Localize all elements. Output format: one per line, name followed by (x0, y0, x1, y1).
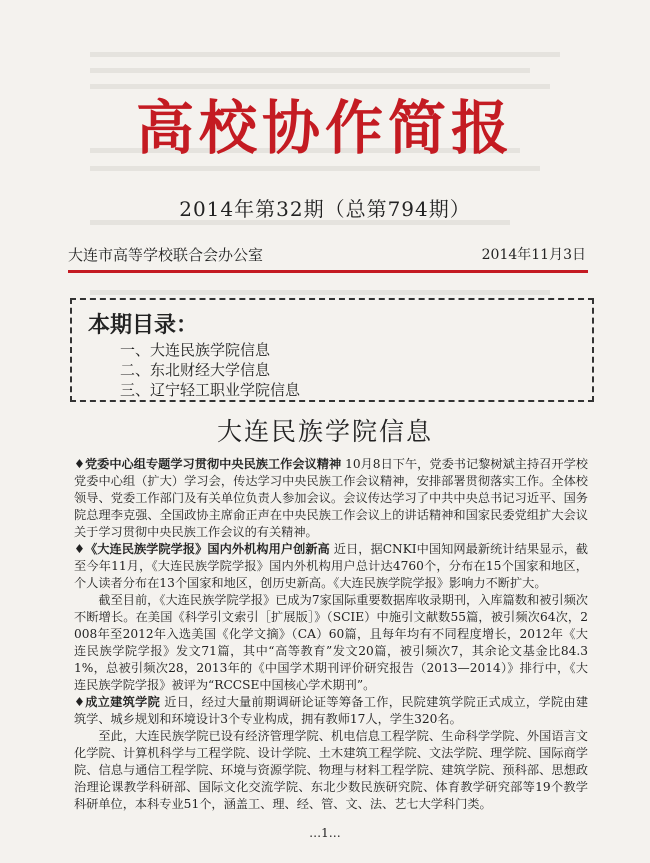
masthead-title: 高校协作简报 (135, 94, 514, 162)
article-paragraph: 截至目前，《大连民族学院学报》已成为7家国际重要数据库收录期刊，入库篇数和被引频次不断增长。在美国《科学引文索引［扩展版］》（SCIE）中施引文献数55篇，被引频次64次，2008年至2012年入选美国《化学文摘》（CA）60篇，且每年均有不同程度增长，2012年《大连民族学院学报》发文71篇，其中“高等教育”发文20篇，被引频次7，其余论文基金比84.31%，总被引频次28，2013年的《中国学术期刊评价研究报告（2013—2014）》排行中，《大连民族学院学报》被评为“RCCSE中国核心学术期刊”。 (74, 593, 588, 692)
article-paragraph: 至此，大连民族学院已设有经济管理学院、机电信息工程学院、生命科学学院、外国语言文化学院、计算机科学与工程学院、设计学院、土木建筑工程学院、文法学院、理学院、国际商学院、信息与通信工程学院、环境与资源学院、物理与材料工程学院、建筑学院、预科部、思想政治理论课教学科研部、国际文化交流学院、东北少数民族研究院、体育教学研究部等19个教学科研单位，本科专业51个，涵盖工、理、经、管、文、法、艺七大学科门类。 (74, 729, 588, 811)
article-text: 近日，经过大量前期调研论证等筹备工作，民院建筑学院正式成立，学院由建筑学、城乡规划和环境设计3个专业构成，拥有教师17人，学生320名。 (74, 695, 589, 726)
issue-date: 2014年11月3日 (481, 247, 586, 263)
article-paragraph (74, 694, 588, 728)
table-of-contents (70, 298, 594, 402)
article-text: 近日，据CNKI中国知网最新统计结果显示，截至今年11月，《大连民族学院学报》国内外机构用户总计达4760个，分布在15个国家和地区，个人读者分布在13个国家和地区，创历史新高。《大连民族学院学报》影响力不断扩大。 (74, 542, 588, 590)
article-paragraph (74, 456, 588, 541)
article-headline: ♦党委中心组专题学习贯彻中央民族工作会议精神 (74, 457, 342, 471)
article-headline: ♦《大连民族学院学报》国内外机构用户创新高 (74, 542, 330, 556)
issuing-office: 大连市高等学校联合会办公室 (68, 246, 264, 264)
article-body (74, 456, 588, 813)
red-divider (68, 270, 588, 273)
page-number: …1… (309, 826, 341, 840)
section-title: 大连民族学院信息 (216, 417, 433, 446)
toc-item: 一、大连民族学院信息 (120, 341, 271, 359)
article-text: 10月8日下午，党委书记黎树斌主持召开学校党委中心组（扩大）学习会，传达学习中央民族工作会议精神，安排部署贯彻落实工作。全体校领导、党委工作部门及有关单位负责人参加会议。会议传达学习了中共中央总书记习近平、国务院总理李克强、全国政协主席俞正声在中央民族工作会议上的讲话精神和国家民委党组扩大会议关于学习贯彻中央民族工作会议的有关精神。 (74, 457, 588, 539)
article-headline: ♦成立建筑学院 (74, 695, 161, 709)
toc-title: 本期目录： (88, 313, 199, 338)
issue-number: 2014年第32期（总第794期） (179, 197, 471, 221)
toc-item: 二、东北财经大学信息 (120, 361, 271, 379)
toc-item: 三、辽宁轻工职业学院信息 (120, 381, 301, 399)
article-paragraph (74, 541, 588, 592)
toc-list (120, 340, 300, 400)
